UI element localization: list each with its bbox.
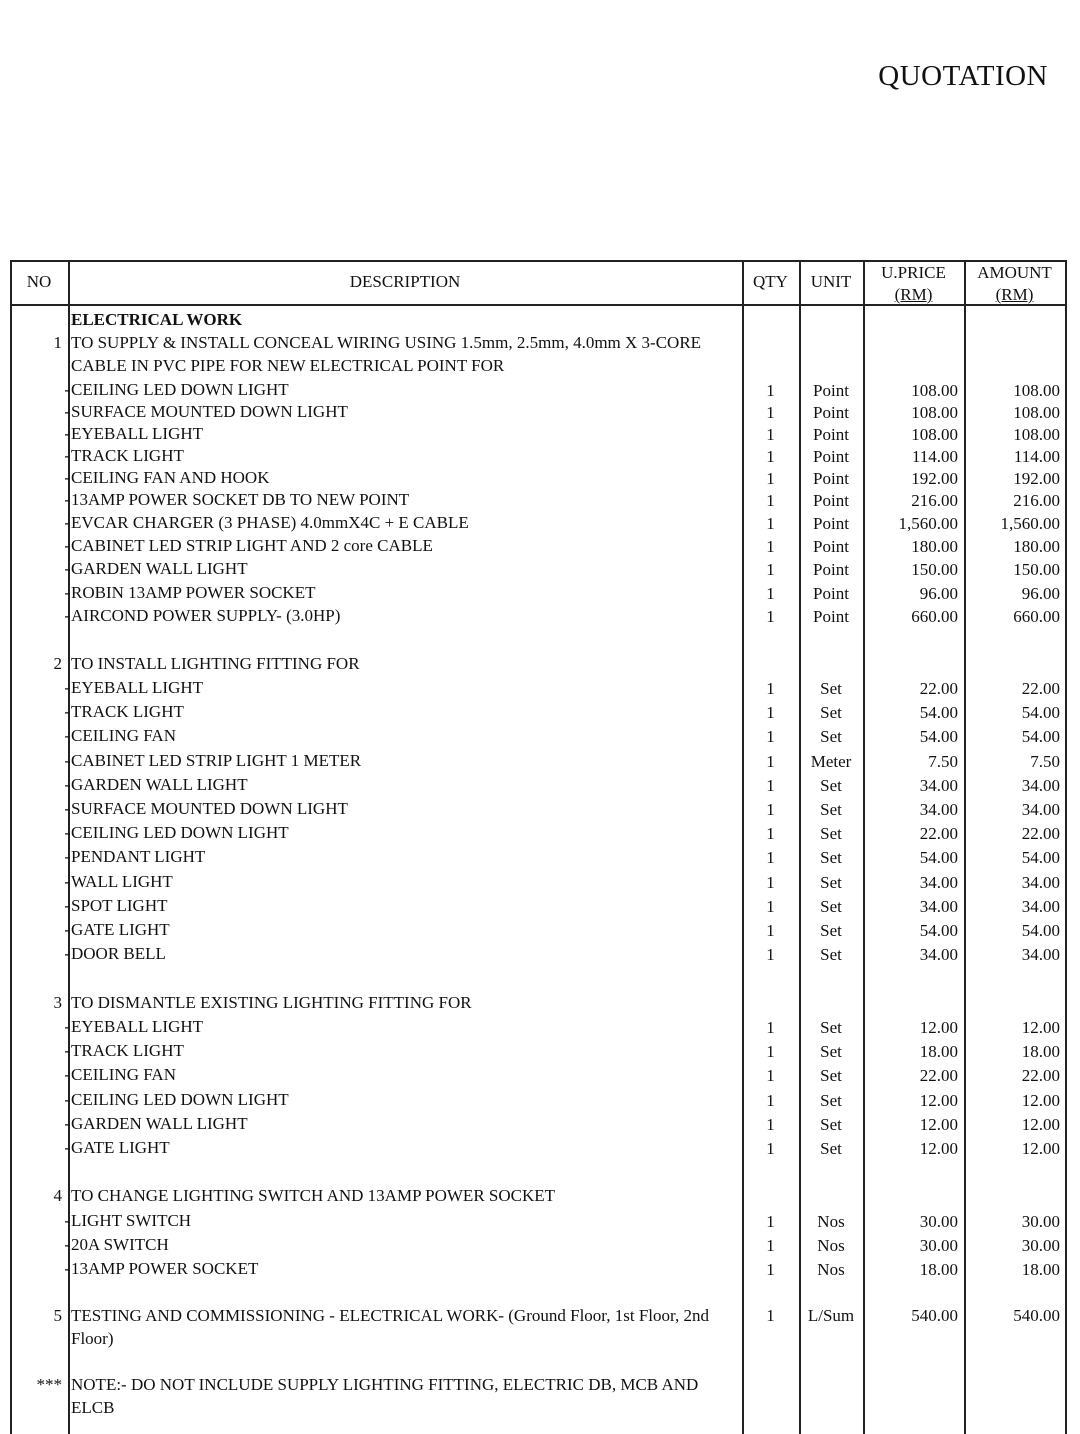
- row-number: -: [64, 1235, 70, 1254]
- row-number: -: [64, 1114, 70, 1133]
- row-qty: 1: [766, 679, 775, 698]
- row-description: LIGHT SWITCH: [71, 1211, 192, 1230]
- row-unit-price: 12.00: [919, 1018, 958, 1037]
- row-qty: 1: [766, 1018, 775, 1037]
- page-title: QUOTATION: [878, 60, 1048, 92]
- row-amount: 34.00: [1021, 945, 1060, 964]
- row-qty: 1: [766, 403, 775, 422]
- row-unit-price: 34.00: [919, 776, 958, 795]
- row-unit-price: 22.00: [919, 1066, 958, 1085]
- row-qty: 1: [766, 607, 775, 626]
- row-description: EYEBALL LIGHT: [71, 1017, 204, 1036]
- row-unit: Point: [813, 469, 849, 488]
- row-description: AIRCOND POWER SUPPLY- (3.0HP): [71, 606, 341, 625]
- row-unit: Point: [813, 425, 849, 444]
- row-description: GARDEN WALL LIGHT: [71, 775, 248, 794]
- row-number: 1: [53, 333, 62, 352]
- header-amount-label: AMOUNT: [977, 263, 1052, 282]
- row-qty: 1: [766, 921, 775, 940]
- row-qty: 1: [766, 1260, 775, 1279]
- header-qty: QTY: [753, 272, 788, 291]
- row-qty: 1: [766, 537, 775, 556]
- row-number: -: [64, 847, 70, 866]
- row-unit-price: 108.00: [911, 425, 958, 444]
- row-description: CEILING LED DOWN LIGHT: [71, 380, 289, 399]
- row-amount: 18.00: [1021, 1260, 1060, 1279]
- row-number: -: [64, 513, 70, 532]
- row-amount: 114.00: [1013, 447, 1060, 466]
- row-amount: 22.00: [1021, 679, 1060, 698]
- row-unit-price: 540.00: [911, 1306, 958, 1325]
- row-unit: Set: [820, 1091, 842, 1110]
- row-number: -: [64, 583, 70, 602]
- row-description: TESTING AND COMMISSIONING - ELECTRICAL WORK- (Ground Floor, 1st Floor, 2nd Floor): [71, 1306, 710, 1348]
- row-qty: 1: [766, 514, 775, 533]
- row-amount: 30.00: [1021, 1236, 1060, 1255]
- row-number: -: [64, 775, 70, 794]
- row-unit-price: 30.00: [919, 1212, 958, 1231]
- row-qty: 1: [766, 703, 775, 722]
- header-amount: [964, 262, 1065, 306]
- row-number: -: [64, 896, 70, 915]
- row-unit: Point: [813, 560, 849, 579]
- row-number: -: [64, 536, 70, 555]
- row-unit-price: 12.00: [919, 1139, 958, 1158]
- row-unit-price: 22.00: [919, 679, 958, 698]
- row-unit-price: 150.00: [911, 560, 958, 579]
- row-qty: 1: [766, 1212, 775, 1231]
- row-qty: 1: [766, 824, 775, 843]
- row-unit: Point: [813, 491, 849, 510]
- row-number: -: [64, 1065, 70, 1084]
- row-amount: 54.00: [1021, 848, 1060, 867]
- row-unit-price: 18.00: [919, 1042, 958, 1061]
- row-unit: Set: [820, 1042, 842, 1061]
- row-unit: Point: [813, 514, 849, 533]
- row-number: 3: [53, 993, 62, 1012]
- row-description: GARDEN WALL LIGHT: [71, 1114, 248, 1133]
- row-unit: Nos: [817, 1236, 845, 1255]
- row-unit: Point: [813, 537, 849, 556]
- row-amount: 22.00: [1021, 1066, 1060, 1085]
- row-description: NOTE:- DO NOT INCLUDE SUPPLY LIGHTING FITTING, ELECTRIC DB, MCB AND ELCB: [71, 1375, 699, 1417]
- row-amount: 12.00: [1021, 1091, 1060, 1110]
- row-unit-price: 12.00: [919, 1091, 958, 1110]
- row-qty: 1: [766, 491, 775, 510]
- quotation-table: [10, 260, 1067, 1434]
- row-unit-price: 180.00: [911, 537, 958, 556]
- row-description: 20A SWITCH: [71, 1235, 169, 1254]
- row-number: -: [64, 823, 70, 842]
- row-description: TO CHANGE LIGHTING SWITCH AND 13AMP POWER SOCKET: [71, 1186, 556, 1205]
- row-amount: 30.00: [1021, 1212, 1060, 1231]
- row-qty: 1: [766, 1091, 775, 1110]
- row-description: SPOT LIGHT: [71, 896, 168, 915]
- row-qty: 1: [766, 1115, 775, 1134]
- row-description: TRACK LIGHT: [71, 1041, 184, 1060]
- row-amount: 22.00: [1021, 824, 1060, 843]
- row-amount: 108.00: [1013, 425, 1060, 444]
- row-unit: Set: [820, 776, 842, 795]
- row-description: CEILING LED DOWN LIGHT: [71, 823, 289, 842]
- row-unit: Set: [820, 679, 842, 698]
- row-description: CABINET LED STRIP LIGHT AND 2 core CABLE: [71, 536, 433, 555]
- row-unit: Set: [820, 945, 842, 964]
- row-qty: 1: [766, 560, 775, 579]
- row-amount: 12.00: [1021, 1139, 1060, 1158]
- header-unit-price: [863, 262, 964, 306]
- row-number: -: [64, 446, 70, 465]
- row-description: TO INSTALL LIGHTING FITTING FOR: [71, 654, 360, 673]
- header-description: DESCRIPTION: [349, 272, 461, 291]
- row-description: CABINET LED STRIP LIGHT 1 METER: [71, 751, 362, 770]
- row-unit-price: 108.00: [911, 381, 958, 400]
- row-unit-price: 216.00: [911, 491, 958, 510]
- row-unit-price: 1,560.00: [898, 514, 958, 533]
- row-qty: 1: [766, 776, 775, 795]
- row-number: -: [64, 1259, 70, 1278]
- header-unit: UNIT: [810, 272, 852, 291]
- row-unit-price: 22.00: [919, 824, 958, 843]
- row-number: -: [64, 1090, 70, 1109]
- row-description: TRACK LIGHT: [71, 446, 184, 465]
- row-description: TO SUPPLY & INSTALL CONCEAL WIRING USING 1.5mm, 2.5mm, 4.0mm X 3-CORE: [71, 333, 702, 352]
- row-unit: Point: [813, 381, 849, 400]
- row-amount: 150.00: [1013, 560, 1060, 579]
- row-description: DOOR BELL: [71, 944, 166, 963]
- row-number: -: [64, 1138, 70, 1157]
- row-qty: 1: [766, 381, 775, 400]
- row-number: -: [64, 380, 70, 399]
- row-qty: 1: [766, 425, 775, 444]
- row-amount: 34.00: [1021, 897, 1060, 916]
- row-unit: Set: [820, 873, 842, 892]
- row-description: PENDANT LIGHT: [71, 847, 206, 866]
- row-number: -: [64, 920, 70, 939]
- row-unit: Set: [820, 800, 842, 819]
- row-amount: 7.50: [1030, 752, 1060, 771]
- row-qty: 1: [766, 752, 775, 771]
- row-unit-price: 34.00: [919, 873, 958, 892]
- row-unit: Set: [820, 848, 842, 867]
- row-unit-price: 12.00: [919, 1115, 958, 1134]
- row-number: 2: [53, 654, 62, 673]
- row-unit-price: 54.00: [919, 727, 958, 746]
- row-qty: 1: [766, 584, 775, 603]
- row-amount: 34.00: [1021, 776, 1060, 795]
- row-amount: 54.00: [1021, 727, 1060, 746]
- row-description: GATE LIGHT: [71, 920, 170, 939]
- row-amount: 12.00: [1021, 1115, 1060, 1134]
- row-number: -: [64, 944, 70, 963]
- row-qty: 1: [766, 1236, 775, 1255]
- row-amount: 34.00: [1021, 800, 1060, 819]
- row-description: ROBIN 13AMP POWER SOCKET: [71, 583, 316, 602]
- row-unit: Set: [820, 1066, 842, 1085]
- row-unit-price: 34.00: [919, 945, 958, 964]
- row-description: EYEBALL LIGHT: [71, 424, 204, 443]
- row-number: ***: [36, 1375, 62, 1394]
- row-qty: 1: [766, 447, 775, 466]
- row-qty: 1: [766, 1042, 775, 1061]
- row-amount: 108.00: [1013, 403, 1060, 422]
- row-unit-price: 30.00: [919, 1236, 958, 1255]
- row-description: CEILING LED DOWN LIGHT: [71, 1090, 289, 1109]
- row-number: -: [64, 872, 70, 891]
- row-unit-price: 114.00: [911, 447, 958, 466]
- row-description: 13AMP POWER SOCKET DB TO NEW POINT: [71, 490, 410, 509]
- row-number: -: [64, 702, 70, 721]
- row-description: WALL LIGHT: [71, 872, 173, 891]
- row-qty: 1: [766, 1139, 775, 1158]
- row-amount: 34.00: [1021, 873, 1060, 892]
- row-unit-price: 7.50: [928, 752, 958, 771]
- row-unit: Meter: [810, 752, 852, 771]
- row-number: -: [64, 1017, 70, 1036]
- row-unit: Point: [813, 447, 849, 466]
- row-description: SURFACE MOUNTED DOWN LIGHT: [71, 799, 348, 818]
- row-unit: Set: [820, 1115, 842, 1134]
- row-qty: 1: [766, 848, 775, 867]
- row-number: -: [64, 1211, 70, 1230]
- row-unit: Nos: [817, 1260, 845, 1279]
- row-number: -: [64, 559, 70, 578]
- row-description: CEILING FAN AND HOOK: [71, 468, 270, 487]
- row-description: SURFACE MOUNTED DOWN LIGHT: [71, 402, 348, 421]
- row-amount: 18.00: [1021, 1042, 1060, 1061]
- row-number: -: [64, 490, 70, 509]
- row-description: TRACK LIGHT: [71, 702, 184, 721]
- row-unit: Point: [813, 607, 849, 626]
- row-description: GARDEN WALL LIGHT: [71, 559, 248, 578]
- row-amount: 540.00: [1013, 1306, 1060, 1325]
- header-amount-currency: (RM): [995, 285, 1034, 304]
- row-description: CEILING FAN: [71, 1065, 176, 1084]
- row-unit: L/Sum: [807, 1306, 855, 1325]
- row-unit: Point: [813, 584, 849, 603]
- row-number: 5: [53, 1306, 62, 1325]
- header-no: NO: [26, 272, 52, 291]
- row-amount: 96.00: [1021, 584, 1060, 603]
- row-number: -: [64, 726, 70, 745]
- row-number: -: [64, 468, 70, 487]
- row-description: TO DISMANTLE EXISTING LIGHTING FITTING FOR: [71, 993, 472, 1012]
- row-amount: 660.00: [1013, 607, 1060, 626]
- row-unit: Set: [820, 703, 842, 722]
- row-unit: Set: [820, 824, 842, 843]
- row-number: -: [64, 799, 70, 818]
- row-unit-price: 34.00: [919, 800, 958, 819]
- row-unit-price: 18.00: [919, 1260, 958, 1279]
- row-unit: Set: [820, 1018, 842, 1037]
- row-qty: 1: [766, 800, 775, 819]
- row-unit: Set: [820, 727, 842, 746]
- row-number: -: [64, 1041, 70, 1060]
- row-unit-price: 34.00: [919, 897, 958, 916]
- row-number: -: [64, 424, 70, 443]
- row-description: CABLE IN PVC PIPE FOR NEW ELECTRICAL POINT FOR: [71, 356, 505, 375]
- row-amount: 108.00: [1013, 381, 1060, 400]
- row-qty: 1: [766, 873, 775, 892]
- row-amount: 1,560.00: [1000, 514, 1060, 533]
- row-unit: Nos: [817, 1212, 845, 1231]
- row-description: 13AMP POWER SOCKET: [71, 1259, 259, 1278]
- row-unit-price: 660.00: [911, 607, 958, 626]
- row-description: EVCAR CHARGER (3 PHASE) 4.0mmX4C + E CABLE: [71, 513, 469, 532]
- header-unit-price-label: U.PRICE: [881, 263, 946, 282]
- row-qty: 1: [766, 1306, 775, 1325]
- row-qty: 1: [766, 1066, 775, 1085]
- row-amount: 54.00: [1021, 703, 1060, 722]
- row-unit-price: 54.00: [919, 921, 958, 940]
- row-unit: Set: [820, 897, 842, 916]
- row-unit: Point: [813, 403, 849, 422]
- row-unit-price: 192.00: [911, 469, 958, 488]
- row-unit-price: 54.00: [919, 848, 958, 867]
- row-unit: Set: [820, 1139, 842, 1158]
- row-number: -: [64, 606, 70, 625]
- row-unit: Set: [820, 921, 842, 940]
- row-amount: 180.00: [1013, 537, 1060, 556]
- row-qty: 1: [766, 469, 775, 488]
- row-description: EYEBALL LIGHT: [71, 678, 204, 697]
- row-number: -: [64, 402, 70, 421]
- row-description: CEILING FAN: [71, 726, 176, 745]
- row-number: -: [64, 678, 70, 697]
- row-amount: 216.00: [1013, 491, 1060, 510]
- row-description: GATE LIGHT: [71, 1138, 170, 1157]
- header-unit-price-currency: (RM): [894, 285, 933, 304]
- row-description: ELECTRICAL WORK: [71, 310, 243, 329]
- row-number: 4: [53, 1186, 62, 1205]
- row-qty: 1: [766, 945, 775, 964]
- row-unit-price: 54.00: [919, 703, 958, 722]
- row-unit-price: 96.00: [919, 584, 958, 603]
- row-unit-price: 108.00: [911, 403, 958, 422]
- row-qty: 1: [766, 897, 775, 916]
- row-qty: 1: [766, 727, 775, 746]
- row-number: -: [64, 751, 70, 770]
- row-amount: 54.00: [1021, 921, 1060, 940]
- row-amount: 12.00: [1021, 1018, 1060, 1037]
- row-amount: 192.00: [1013, 469, 1060, 488]
